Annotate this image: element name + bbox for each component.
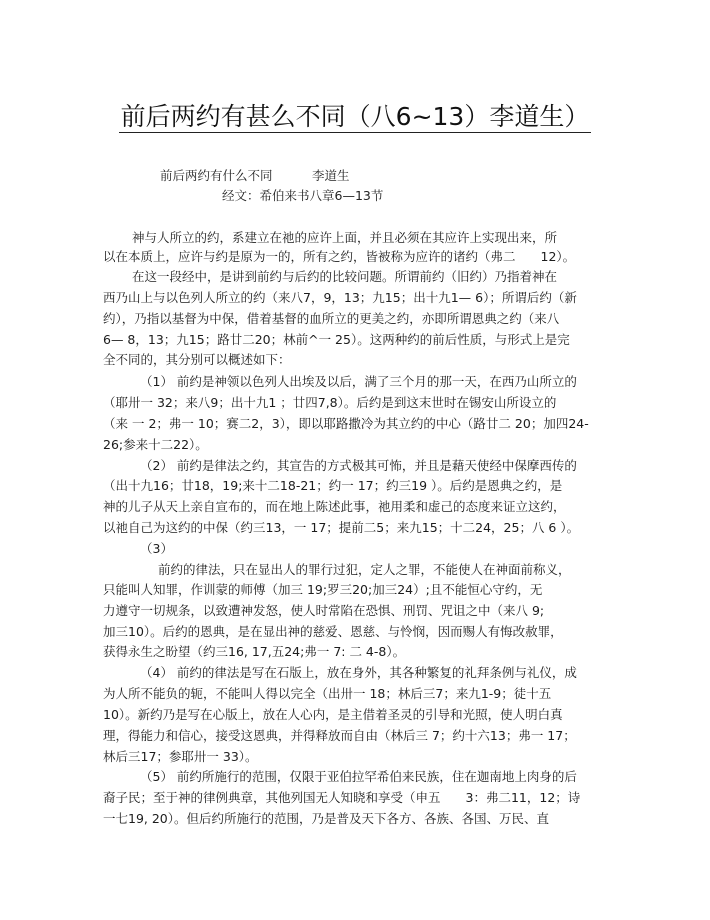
- body-line: 林后三17；参耶卅一 33）。: [103, 749, 258, 764]
- body-line: 在这一段经中，是讲到前约与后约的比较问题。所谓前约（旧约）乃指着神在: [132, 269, 558, 284]
- body-line: 加三10）。后约的恩典，是在显出神的慈爱、恩慈、与怜悯，因而赐人有悔改赦罪，: [103, 624, 563, 639]
- body-line: （3）: [140, 541, 173, 556]
- body-line: 26;参来十二22）。: [103, 437, 208, 452]
- body-line: 以祂自己为这约的中保（约三13，一 17；提前二5；来九15；十二24，25；八 6 ）。: [103, 520, 580, 535]
- subtitle-title: 前后两约有什么不同: [160, 168, 273, 183]
- body-line: （4） 前约的律法是写在石版上，放在身外，其各种繁复的礼拜条例与礼仪，成: [140, 665, 577, 680]
- body-line: 裔子民；至于神的律例典章，其他列国无人知晓和享受（申五 3：弗二11，12；诗: [103, 790, 581, 805]
- body-line: （5） 前约所施行的范围，仅限于亚伯拉罕希伯来民族，住在迦南地上肉身的后: [140, 769, 577, 784]
- body-line: 获得永生之盼望（约三16, 17,五24;弗一 7: 二 4-8）。: [103, 644, 406, 659]
- body-line: 前约的律法，只在显出人的罪行过犯，定人之罪，不能使人在神面前称义，: [158, 562, 571, 577]
- scripture-reference: 经文：希伯来书八章6—13节: [222, 188, 384, 203]
- body-line: 力遵守一切规条，以致遭神发怒，使人时常陷在恐惧、刑罚、咒诅之中（来八 9;: [103, 603, 545, 618]
- body-line: 神与人所立的约，系建立在祂的应许上面，并且必须在其应许上实现出来，所: [132, 230, 558, 245]
- body-line: （来 一 2；弗一 10；赛二2，3），即以耶路撒冷为其立约的中心（路廿二 20；加四24-: [103, 416, 589, 431]
- document-title: 前后两约有甚么不同（八6~13）李道生）: [120, 102, 590, 131]
- body-line: 理，得能力和信心，接受这恩典，并得释放而自由（林后三 7；约十六13；弗一 17；: [103, 728, 576, 743]
- body-line: 约），乃指以基督为中保，借着基督的血所立的更美之约，亦即所谓恩典之约（来八: [103, 311, 560, 326]
- body-line: （1） 前约是神领以色列人出埃及以后，满了三个月的那一天，在西乃山所立的: [140, 374, 577, 389]
- body-line: 只能叫人知罪，作训蒙的师傅（加三 19;罗三20;加三24）;且不能恒心守约，无: [103, 582, 543, 597]
- body-line: （2） 前约是律法之约，其宣告的方式极其可怖，并且是藉天使经中保摩西传的: [140, 458, 577, 473]
- body-line: 神的儿子从天上亲自宣布的，而在地上陈述此事，祂用柔和虚己的态度来证立这约，: [103, 499, 566, 514]
- subtitle-author: 李道生: [312, 168, 350, 183]
- body-line: 以在本质上，应许与约是原为一的，所有之约，皆被称为应许的诸约（弗二 12）。: [103, 249, 576, 264]
- body-line: 西乃山上与以色列人所立的约（来八7，9，13；九15；出十九1— 6）；所谓后约（新: [103, 290, 577, 305]
- body-line: （出十九16；廿18，19;来十二18-21；约一 17；约三19 ）。后约是恩典之约，是: [103, 478, 563, 493]
- body-line: 10）。新约乃是写在心版上，放在人心内，是主借着圣灵的引导和光照，使人明白真: [103, 707, 563, 722]
- body-line: 全不同的，其分别可以概述如下：: [103, 352, 291, 367]
- body-line: 6— 8，13；九15；路廿二20；林前^一 25）。这两种约的前后性质，与形式上是完: [103, 332, 570, 347]
- body-line: 为人所不能负的轭，不能叫人得以完全（出卅一 18；林后三7；来九1-9；徒十五: [103, 686, 552, 701]
- body-line: （耶卅一 32；来八9；出十九1 ；廿四7,8）。后约是到这末世时在锡安山所设立的: [103, 395, 557, 410]
- body-line: 一七19, 20）。但后约所施行的范围，乃是普及天下各方、各族、各国、万民、直: [103, 811, 550, 826]
